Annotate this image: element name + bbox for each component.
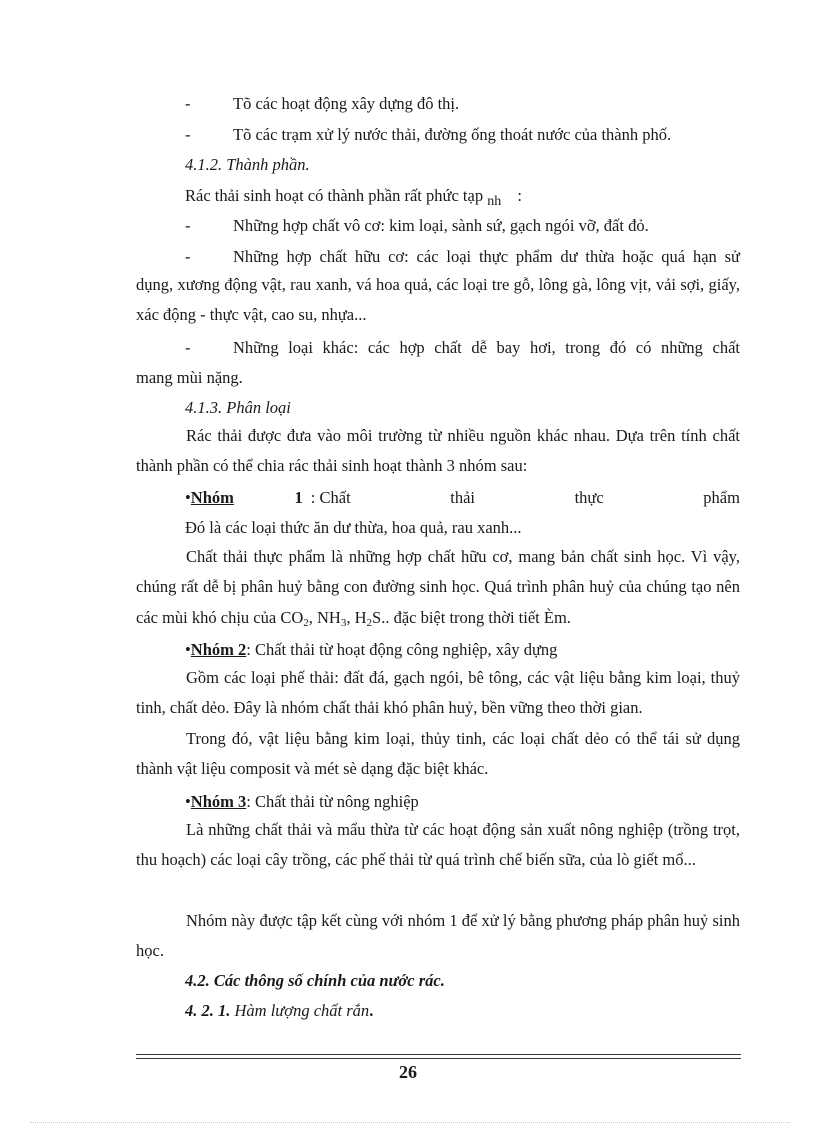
composition-colon: :: [517, 186, 522, 205]
group-1-word-thai: thải: [450, 488, 475, 507]
group-1-label: [185, 488, 351, 508]
subscript: 3: [340, 616, 347, 629]
group-3-paragraph-1: Là những chất thải và mẩu thừa từ các hoạt động sản xuất nông nghiệp (trồng trọt, thu hoạch) các loại cây trồng, các phế thải từ quá trình chế biến sữa, của lò giết mổ...: [136, 820, 740, 870]
group-1-paragraph: [136, 542, 740, 633]
subscript: 2: [366, 616, 373, 629]
heading-4-2-1-text: Hàm lượng chất rắn: [234, 1001, 370, 1020]
group-3-label: Nhóm 3: [190, 792, 247, 811]
dash-item-text: Những hợp chất vô cơ: kim loại, sành sứ, gạch ngói vỡ, đất đỏ.: [233, 216, 649, 235]
separator: ,: [346, 607, 355, 627]
bullet: •: [185, 488, 191, 507]
group-1-number: 1: [294, 488, 303, 507]
heading-4-2: 4.2. Các thông số chính của nước rác.: [185, 971, 445, 990]
group-1-word: Nhóm: [190, 488, 234, 507]
group-3-heading: [185, 792, 419, 812]
formula-tail: S.. đặc biệt trong thời tiết Èm.: [372, 607, 571, 627]
subscript: 2: [303, 616, 309, 629]
dash-item-text: Tõ các trạm xử lý nước thải, đường ống thoát nước của thành phố.: [233, 125, 672, 144]
classification-intro: Rác thải được đưa vào môi trường từ nhiều nguồn khác nhau. Dựa trên tính chất thành phần có thể chia rác thải sinh hoạt thành 3 nhóm sau:: [136, 426, 740, 476]
dash-item-text: Những hợp chất hữu cơ: các loại thực phẩm dư thừa hoặc quá hạn sử: [233, 247, 740, 266]
heading-4-2-1: [185, 1001, 373, 1021]
footer-rule-top: [136, 1054, 741, 1055]
separator: ,: [308, 607, 317, 627]
group-1-word-pham: phẩm: [703, 488, 740, 507]
group-2-paragraph-1: Gồm các loại phế thải: đất đá, gạch ngói, bê tông, các vật liệu bằng kim loại, thuỷ tinh, chất dẻo. Đây là nhóm chất thải khó phân huỷ, bền vững theo thời gian.: [136, 668, 740, 718]
composition-intro: [185, 186, 522, 209]
group-2-heading: [185, 640, 557, 660]
bullet: •: [185, 640, 191, 659]
group-2-text: : Chất thải từ hoạt động công nghiệp, xây dựng: [246, 640, 558, 659]
group-3-paragraph-2: Nhóm này được tập kết cùng với nhóm 1 để xử lý bằng phương pháp phân huỷ sinh học.: [136, 911, 740, 961]
group-2-label: Nhóm 2: [190, 640, 247, 659]
composition-nh-fragment: nh: [487, 194, 502, 209]
dash-item-text: Tõ các hoạt động xây dựng đô thị.: [233, 94, 460, 113]
group-1-paragraph-text: Chất thải thực phẩm là những hợp chất hữu cơ, mang bản chất sinh học. Vì vậy, chúng rất dễ bị phân huỷ bằng con đường sinh học. Quá trình phân huỷ của chúng tạo nên các mùi khó chịu của CO: [136, 547, 740, 627]
footer-rule-bottom: [136, 1058, 741, 1059]
group-2-paragraph-2: Trong đó, vật liệu bằng kim loại, thủy tinh, các loại chất dẻo có thể tái sử dụng thành vật liệu composit và mét sè dạng đặc biệt khác.: [136, 729, 740, 779]
organic-continuation: dụng, xương động vật, rau xanh, vá hoa quả, các loại tre gỗ, lông gà, lông vịt, vải sợi, giấy, xác động - thực vật, cao su, nhựa...: [136, 275, 740, 325]
page-number: 26: [399, 1062, 417, 1082]
group-3-text: : Chất thải từ nông nghiệp: [246, 792, 419, 811]
dash-marker: -: [185, 125, 191, 144]
formula-h: H: [354, 607, 367, 627]
heading-4-2-1-number: 4. 2. 1.: [185, 1001, 231, 1020]
heading-4-1-2: 4.1.2. Thành phần.: [185, 155, 310, 174]
heading-4-2-1-dot: .: [369, 1001, 374, 1020]
group-1-word-chat: : Chất: [310, 488, 351, 507]
dash-marker: -: [185, 216, 191, 235]
group-1-word-thuc: thực: [574, 488, 604, 507]
dash-item-text: Những loại khác: các hợp chất dễ bay hơi, trong đó có những chất: [233, 338, 740, 357]
group-1-heading: [185, 488, 740, 508]
heading-4-1-3: 4.1.3. Phân loại: [185, 398, 291, 417]
dash-marker: -: [185, 338, 191, 357]
bullet: •: [185, 792, 191, 811]
group-1-description: Đó là các loại thức ăn dư thừa, hoa quả, rau xanh...: [185, 518, 522, 537]
formula-nh: NH: [317, 607, 341, 627]
dash-marker: -: [185, 247, 191, 266]
composition-intro-text: Rác thải sinh hoạt có thành phần rất phức tạp: [185, 186, 484, 205]
group-1-label-text: [191, 488, 303, 508]
dash-marker: -: [185, 94, 191, 113]
other-continuation: mang mùi nặng.: [136, 368, 243, 387]
